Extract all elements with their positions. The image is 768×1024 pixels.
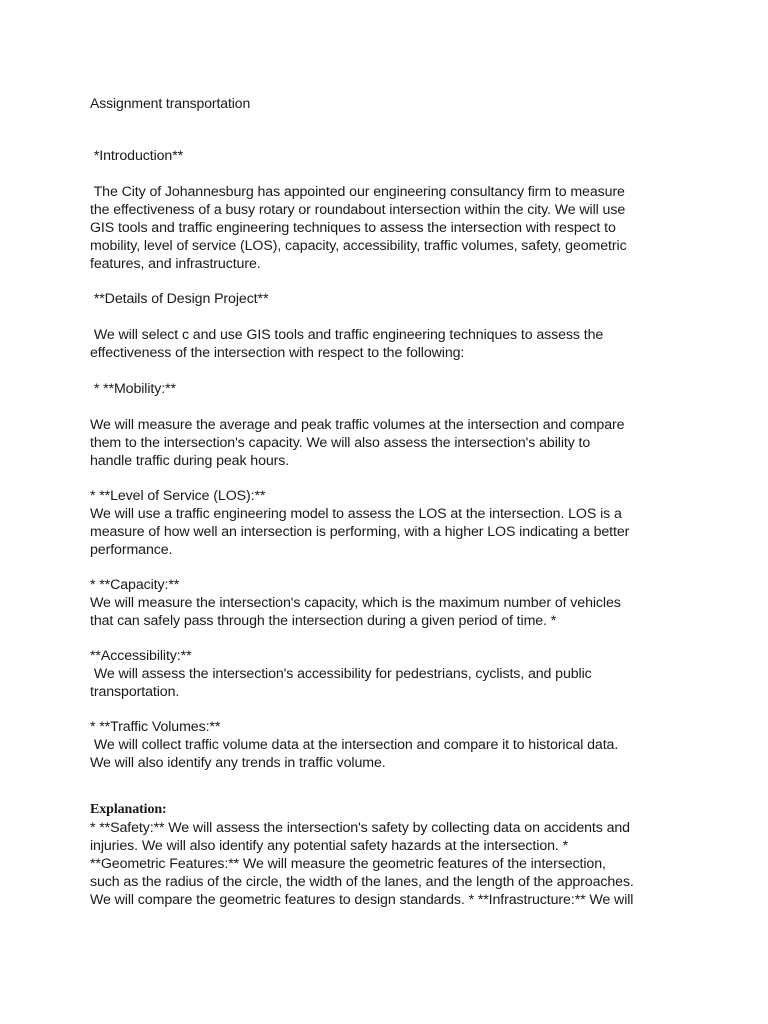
- explanation-line: We will compare the geometric features to design standards. * **Infrastructure:** We will: [90, 892, 634, 908]
- mobility-heading: * **Mobility:**: [90, 381, 176, 397]
- capacity-line: that can safely pass through the intersection during a given period of time. *: [90, 613, 557, 629]
- los-line: performance.: [90, 542, 173, 558]
- explanation-label: Explanation:: [90, 802, 167, 817]
- mobility-line: We will measure the average and peak traffic volumes at the intersection and compare: [90, 417, 625, 433]
- los-heading: * **Level of Service (LOS):**: [90, 488, 266, 504]
- traffic-volumes-line: We will collect traffic volume data at the intersection and compare it to historical data.: [90, 737, 619, 753]
- introduction-heading: *Introduction**: [90, 148, 184, 164]
- los-line: We will use a traffic engineering model to assess the LOS at the intersection. LOS is a: [90, 506, 622, 522]
- explanation-line: **Geometric Features:** We will measure the geometric features of the intersection,: [90, 856, 606, 872]
- capacity-heading: * **Capacity:**: [90, 577, 180, 593]
- explanation-line: injuries. We will also identify any potential safety hazards at the intersection. *: [90, 838, 569, 854]
- capacity-line: We will measure the intersection's capacity, which is the maximum number of vehicles: [90, 595, 621, 611]
- mobility-line: handle traffic during peak hours.: [90, 453, 290, 469]
- accessibility-line: We will assess the intersection's accessibility for pedestrians, cyclists, and public: [90, 666, 592, 682]
- details-line: effectiveness of the intersection with respect to the following:: [90, 345, 465, 361]
- los-line: measure of how well an intersection is performing, with a higher LOS indicating a better: [90, 524, 630, 540]
- accessibility-heading: **Accessibility:**: [90, 648, 192, 664]
- intro-line: The City of Johannesburg has appointed our engineering consultancy firm to measure: [90, 184, 625, 200]
- intro-line: the effectiveness of a busy rotary or roundabout intersection within the city. We will use: [90, 202, 626, 218]
- intro-line: GIS tools and traffic engineering techniques to assess the intersection with respect to: [90, 220, 616, 236]
- details-heading: **Details of Design Project**: [90, 291, 269, 307]
- explanation-line: such as the radius of the circle, the width of the lanes, and the length of the approaches.: [90, 874, 634, 890]
- traffic-volumes-line: We will also identify any trends in traffic volume.: [90, 755, 386, 771]
- traffic-volumes-heading: * **Traffic Volumes:**: [90, 719, 221, 735]
- intro-line: features, and infrastructure.: [90, 256, 261, 272]
- explanation-line: * **Safety:** We will assess the intersection's safety by collecting data on accidents and: [90, 820, 630, 836]
- mobility-line: them to the intersection's capacity. We will also assess the intersection's ability to: [90, 435, 591, 451]
- accessibility-line: transportation.: [90, 684, 180, 700]
- intro-line: mobility, level of service (LOS), capacity, accessibility, traffic volumes, safety, geometric: [90, 238, 627, 254]
- document-title: Assignment transportation: [90, 95, 251, 111]
- details-line: We will select c and use GIS tools and traffic engineering techniques to assess the: [90, 327, 604, 343]
